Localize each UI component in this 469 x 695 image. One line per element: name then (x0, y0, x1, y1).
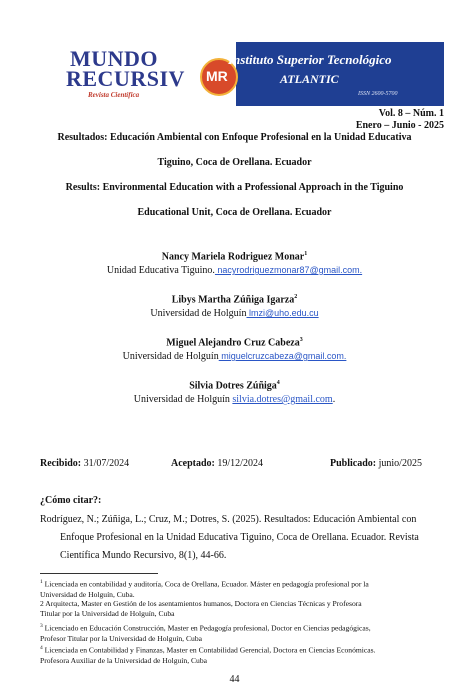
footnote-divider (40, 573, 158, 574)
institute-brand: ATLANTIC (280, 72, 339, 86)
logo-text-mundo: MUNDO (70, 46, 159, 71)
citation-heading: ¿Cómo citar?: (40, 495, 102, 506)
author-affiliation: Unidad Educativa Tiguino. nacyrodriguezmonar87@gmail.com. (106, 265, 363, 276)
emblem-text: MR (206, 68, 228, 84)
title-es-line1: Resultados: Educación Ambiental con Enfoque Profesional en la Unidad Educativa (57, 132, 412, 143)
author-email-link[interactable]: nacyrodriguezmonar87@gmail.com. (214, 265, 363, 275)
author-name: Nancy Mariela Rodriguez Monar$^1$ (161, 251, 308, 263)
issn: ISSN 2600-5700 (358, 91, 398, 97)
author-affiliation: Universidad de Holguín miguelcruzcabeza@gmail.com. (122, 351, 347, 362)
journal-logo (40, 42, 236, 106)
footnote: $^4$ Licenciada en Contabilidad y Finanzas, Master en Contabilidad Gerencial, Doctora en Ciencias Económicas. Profesora Auxiliar de la Universidad de Holguín, Cuba (40, 645, 376, 665)
published-date: Publicado: junio/2025 (330, 458, 422, 469)
author-name: Silvia Dotres Zúñiga$^4$ (189, 380, 280, 392)
citation-line: Rodríguez, N.; Zúñiga, L.; Cruz, M.; Dotres, S. (2025). Resultados: Educación Ambiental con (40, 514, 417, 525)
author-affiliation: Universidad de Holguín lmzi@uho.edu.cu (150, 308, 319, 319)
received-date: Recibido: 31/07/2024 (40, 458, 130, 469)
author-email-link[interactable]: miguelcruzcabeza@gmail.com. (218, 351, 347, 361)
citation-line: Científica Mundo Recursivo, 8(1), 44-66. (60, 550, 227, 561)
footnote: $^1$ Licenciada en contabilidad y auditoría, Coca de Orellana, Ecuador. Máster en pedagogía profesional por la Universidad de Holguín, Cuba. (40, 579, 369, 599)
accepted-date: Aceptado: 19/12/2024 (171, 458, 263, 469)
citation-line: Enfoque Profesional en la Unidad Educativa Tiguino, Coca de Orellana. Ecuador. Revista (60, 532, 419, 543)
issue-period: Enero – Junio - 2025 (355, 120, 444, 131)
author-email-link[interactable]: silvia.dotres@gmail.com (232, 394, 333, 405)
author-name: Miguel Alejandro Cruz Cabeza$^3$ (166, 337, 303, 349)
author-email-link[interactable]: lmzi@uho.edu.cu (246, 308, 319, 318)
journal-banner (40, 42, 444, 106)
institute-name: Instituto Superior Tecnológico (228, 52, 392, 67)
issue-volume: Vol. 8 – Núm. 1 (378, 108, 444, 119)
page-number: 44 (229, 674, 240, 685)
title-en-line2: Educational Unit, Coca de Orellana. Ecuador (137, 207, 332, 218)
logo-subtitle: Revista Científica (88, 91, 140, 99)
title-es-line2: Tiguino, Coca de Orellana. Ecuador (157, 157, 312, 168)
author-affiliation: Universidad de Holguín silvia.dotres@gmail.com. (133, 394, 336, 405)
author-name: Libys Martha Zúñiga Igarza$^2$ (171, 294, 298, 306)
logo-text-recursiv: RECURSIV (66, 66, 185, 91)
title-en-line1: Results: Environmental Education with a Professional Approach in the Tiguino (65, 182, 404, 193)
footnote: $^3$ Licenciado en Educación Construcción, Master en Pedagogía profesional, Doctor en Ciencias pedagógicas, Profesor Titular por la Universidad de Holguín, Cuba (40, 623, 371, 643)
footnote: 2 Arquitecta, Master en Gestión de los asentamientos humanos, Doctora en Ciencias Técnicas y Profesora Titular por la Universidad de Holguín, Cuba (40, 599, 362, 618)
